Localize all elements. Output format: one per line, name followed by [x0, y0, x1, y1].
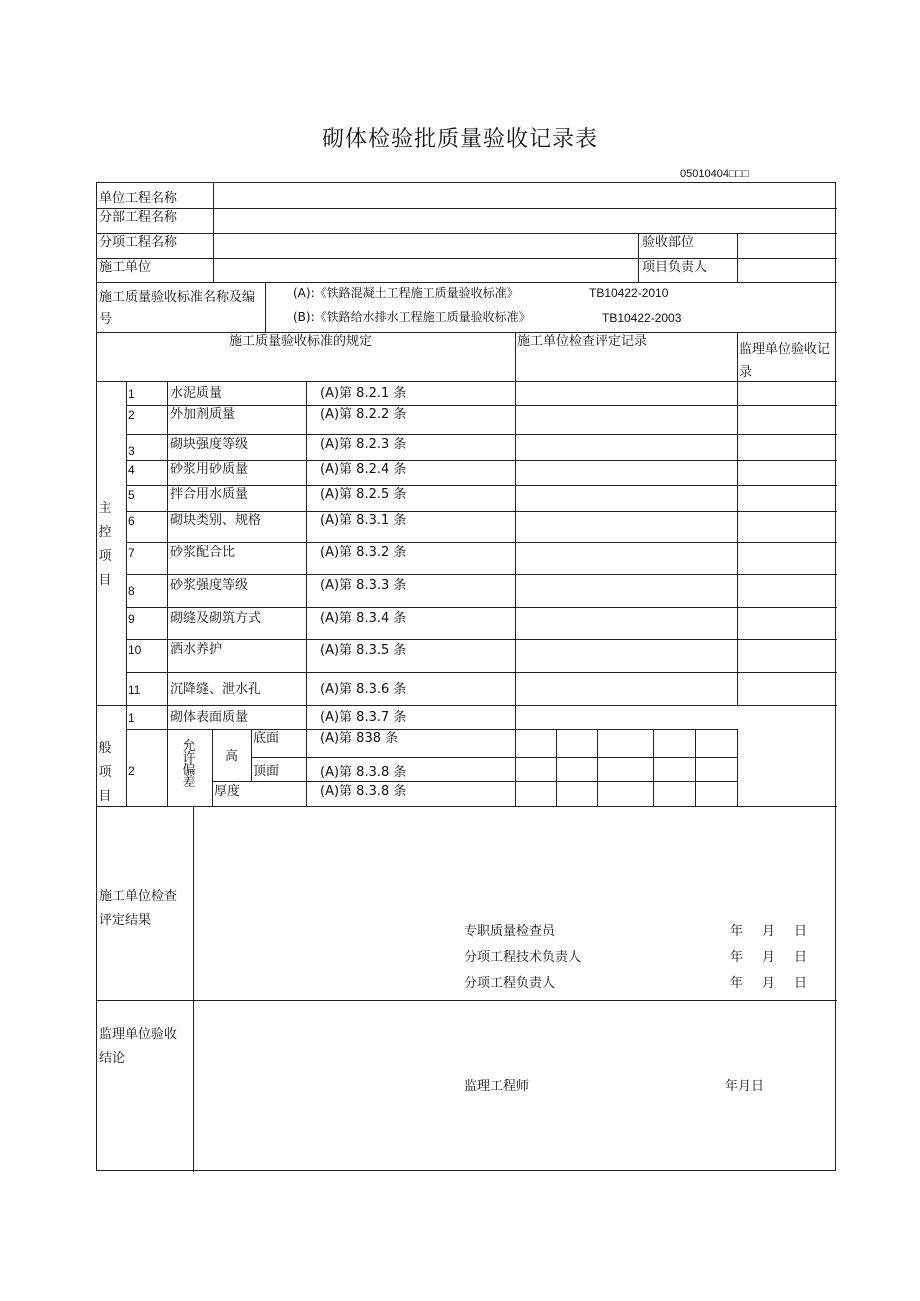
item-name: 拌合用水质量 [170, 487, 249, 502]
item-no: 11 [128, 683, 141, 697]
supervisor-record-header: 监理单位验收记录 [739, 342, 831, 380]
item-no: 9 [128, 612, 135, 626]
acceptance-location-label: 验收部位 [642, 235, 695, 250]
supervisor-engineer-label: 监理工程师 [464, 1079, 530, 1094]
standard-b: (B):《铁路给水排水工程施工质量验收标准》 [293, 310, 531, 324]
contractor-result-label: 施工单位检查评定结果 [99, 889, 178, 928]
project-leader-label: 项目负责人 [642, 260, 708, 275]
bottom-label: 底面 [253, 731, 280, 746]
date-day: 日 [794, 950, 808, 965]
general-item-name: 砌体表面质量 [170, 710, 249, 725]
contractor-record-header: 施工单位检查评定记录 [517, 334, 648, 349]
item-ref: (A)第 8.2.5 条 [320, 487, 407, 502]
general-item-no: 2 [128, 764, 135, 778]
date-year: 年 [730, 976, 744, 991]
top-ref: (A)第 8.3.8 条 [320, 765, 407, 780]
item-no: 4 [128, 463, 135, 477]
item-no: 1 [128, 387, 135, 401]
main-control-label: 主控项目 [98, 501, 112, 588]
item-no: 10 [128, 643, 142, 657]
item-name: 砌块强度等级 [170, 437, 249, 452]
item-ref: (A)第 8.3.4 条 [320, 611, 407, 626]
item-name: 洒水养护 [170, 642, 223, 657]
item-ref: (A)第 8.3.3 条 [320, 578, 407, 593]
item-ref: (A)第 8.3.2 条 [320, 545, 407, 560]
spec-column-header: 施工质量验收标准的规定 [229, 334, 373, 349]
standard-label: 施工质量验收标准名称及编号 [99, 290, 256, 327]
unit-project-label: 单位工程名称 [99, 191, 178, 206]
item-name: 水泥质量 [170, 386, 223, 401]
item-name: 沉降缝、泄水孔 [170, 682, 262, 697]
item-name: 砌块类别、规格 [170, 513, 262, 528]
item-ref: (A)第 8.2.2 条 [320, 407, 407, 422]
thickness-ref: (A)第 8.3.8 条 [320, 784, 407, 799]
construction-unit-label: 施工单位 [99, 260, 152, 275]
item-no: 2 [128, 408, 135, 422]
item-ref: (A)第 8.3.1 条 [320, 513, 407, 528]
height-label: 高 [225, 749, 239, 764]
subitem-project-label: 分项工程名称 [99, 235, 178, 250]
date-day: 日 [794, 924, 808, 939]
item-no: 6 [128, 514, 135, 528]
item-name: 砌缝及砌筑方式 [170, 611, 262, 626]
item-ref: (A)第 8.3.6 条 [320, 682, 407, 697]
date-month: 月 [762, 924, 776, 939]
item-name: 外加剂质量 [170, 407, 236, 422]
item-ref: (A)第 8.2.4 条 [320, 462, 407, 477]
item-no: 7 [128, 546, 135, 560]
item-ref: (A)第 8.3.5 条 [320, 643, 407, 658]
standard-a: (A):《铁路混凝土工程施工质量验收标准》 [293, 286, 519, 300]
subitem-leader-label: 分项工程负责人 [464, 976, 556, 991]
document-number: 05010404□□□ [680, 168, 749, 180]
standard-b-code: TB10422-2003 [602, 311, 682, 325]
date-year: 年 [730, 924, 744, 939]
item-no: 5 [128, 488, 135, 502]
supervisor-result-label: 监理单位验收结论 [99, 1027, 178, 1066]
general-item-ref: (A)第 8.3.7 条 [320, 710, 407, 725]
supervisor-date: 年月日 [725, 1079, 765, 1094]
general-item-no: 1 [128, 711, 135, 725]
item-ref: (A)第 8.2.1 条 [320, 386, 407, 401]
item-name: 砂浆用砂质量 [170, 462, 249, 477]
date-month: 月 [762, 950, 776, 965]
item-name: 砂浆强度等级 [170, 578, 249, 593]
date-month: 月 [762, 976, 776, 991]
standard-a-code: TB10422-2010 [589, 286, 669, 300]
inspection-record-table [96, 182, 836, 1171]
division-project-label: 分部工程名称 [99, 210, 178, 225]
technical-leader-label: 分项工程技术负责人 [464, 950, 582, 965]
date-day: 日 [794, 976, 808, 991]
item-no: 8 [128, 584, 135, 598]
item-name: 砂浆配合比 [170, 545, 236, 560]
item-no: 3 [128, 444, 135, 458]
item-ref: (A)第 8.2.3 条 [320, 437, 407, 452]
bottom-ref: (A)第 838 条 [320, 731, 399, 746]
tolerance-label: 允许偏差 [182, 739, 196, 790]
top-label: 顶面 [253, 764, 280, 779]
page-title: 砌体检验批质量验收记录表 [321, 127, 598, 152]
quality-inspector-label: 专职质量检查员 [464, 924, 556, 939]
thickness-label: 厚度 [214, 784, 241, 799]
general-items-label: 般项目 [98, 741, 112, 804]
date-year: 年 [730, 950, 744, 965]
